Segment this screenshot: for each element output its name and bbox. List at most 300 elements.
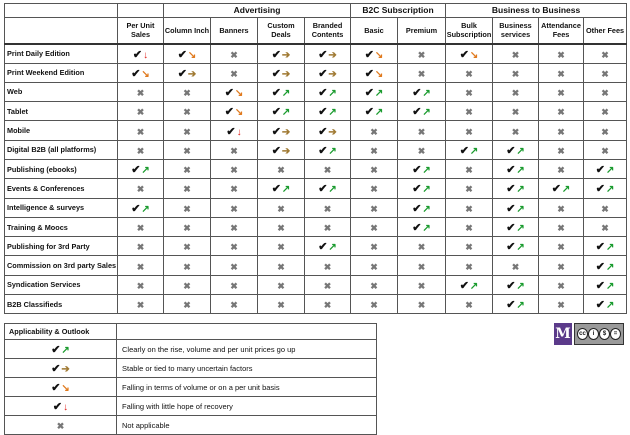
arrow-up-right-icon: ↗ xyxy=(516,145,525,157)
check-icon: ✔ xyxy=(271,144,281,157)
matrix-cell xyxy=(164,44,211,64)
arrow-up-right-icon: ↗ xyxy=(328,107,337,119)
matrix-cell xyxy=(351,198,398,217)
arrow-up-right-icon: ↗ xyxy=(374,107,384,119)
arrow-down-right-icon: ↘ xyxy=(374,68,384,80)
arrow-down-right-icon: ↘ xyxy=(469,49,479,61)
arrow-up-right-icon: ↗ xyxy=(281,87,291,99)
check-icon: ✔ xyxy=(271,106,281,119)
row-label: Publishing (ebooks) xyxy=(5,159,118,178)
matrix-cell xyxy=(305,140,351,159)
legend-table xyxy=(4,323,377,435)
matrix-cell xyxy=(584,121,627,140)
matrix-cell xyxy=(539,275,584,294)
matrix-cell xyxy=(164,63,211,82)
not-applicable-icon: ✖ xyxy=(601,145,609,156)
table-row xyxy=(5,275,627,294)
matrix-cell xyxy=(118,121,164,140)
matrix-cell xyxy=(398,44,446,64)
matrix-cell xyxy=(539,63,584,82)
matrix-cell xyxy=(398,217,446,236)
row-label: Publishing for 3rd Party xyxy=(5,237,118,256)
check-icon: ✔ xyxy=(318,48,328,61)
matrix-cell xyxy=(398,179,446,198)
matrix-cell xyxy=(118,82,164,101)
matrix-cell xyxy=(446,237,493,256)
check-icon: ✔ xyxy=(595,299,605,312)
not-applicable-icon: ✖ xyxy=(136,107,145,118)
arrow-up-right-icon: ↗ xyxy=(422,203,431,215)
nc-icon: $ xyxy=(599,328,610,340)
arrow-up-right-icon: ↗ xyxy=(281,184,291,196)
matrix-cell xyxy=(351,82,398,101)
column-header: Branded Contents xyxy=(305,18,351,44)
business-model-matrix xyxy=(4,3,627,314)
matrix-cell xyxy=(351,256,398,275)
arrow-up-right-icon: ↗ xyxy=(422,165,431,177)
not-applicable-icon: ✖ xyxy=(370,223,378,234)
check-icon: ✔ xyxy=(595,241,605,254)
matrix-cell xyxy=(539,159,584,178)
not-applicable-icon: ✖ xyxy=(183,184,191,195)
matrix-cell xyxy=(211,102,258,121)
legend-row xyxy=(5,340,377,359)
arrow-up-right-icon: ↗ xyxy=(141,165,150,177)
matrix-cell xyxy=(305,159,351,178)
check-icon: ✔ xyxy=(224,86,234,99)
arrow-up-right-icon: ↗ xyxy=(605,280,615,292)
group-b2b: Business to Business xyxy=(446,4,627,18)
matrix-cell xyxy=(258,102,305,121)
column-header: Banners xyxy=(211,18,258,44)
matrix-cell xyxy=(398,295,446,314)
not-applicable-icon: ✖ xyxy=(370,203,378,214)
arrow-up-right-icon: ↗ xyxy=(516,242,525,254)
legend-row xyxy=(5,397,377,416)
matrix-cell xyxy=(305,44,351,64)
matrix-cell xyxy=(351,217,398,236)
matrix-cell xyxy=(118,217,164,236)
matrix-cell xyxy=(446,63,493,82)
not-applicable-icon: ✖ xyxy=(465,126,473,137)
table-row xyxy=(5,63,627,82)
check-icon: ✔ xyxy=(131,67,141,80)
arrow-up-right-icon: ↗ xyxy=(422,87,431,99)
matrix-cell xyxy=(305,179,351,198)
check-icon: ✔ xyxy=(551,183,561,196)
not-applicable-icon: ✖ xyxy=(557,68,565,79)
column-header: Bulk Subscription xyxy=(446,18,493,44)
row-label: Web xyxy=(5,82,118,101)
legend-description: Clearly on the rise, volume and per unit prices go up xyxy=(117,340,377,359)
table-row xyxy=(5,102,627,121)
not-applicable-icon: ✖ xyxy=(465,165,473,176)
not-applicable-icon: ✖ xyxy=(277,242,285,253)
matrix-cell xyxy=(305,63,351,82)
matrix-cell xyxy=(258,237,305,256)
matrix-cell xyxy=(258,121,305,140)
not-applicable-icon: ✖ xyxy=(230,261,238,272)
not-applicable-icon: ✖ xyxy=(277,165,285,176)
check-icon: ✔ xyxy=(318,144,328,157)
matrix-cell xyxy=(164,102,211,121)
arrow-right-icon: ➔ xyxy=(281,49,291,61)
arrow-up-right-icon: ↗ xyxy=(605,300,615,312)
check-icon: ✔ xyxy=(506,202,516,215)
not-applicable-icon: ✖ xyxy=(323,165,332,176)
not-applicable-icon: ✖ xyxy=(417,126,426,137)
column-header: Other Fees xyxy=(584,18,627,44)
matrix-cell xyxy=(584,63,627,82)
not-applicable-icon: ✖ xyxy=(370,242,378,253)
check-icon: ✔ xyxy=(459,279,469,292)
arrow-up-right-icon: ↗ xyxy=(422,107,431,119)
not-applicable-icon: ✖ xyxy=(183,223,191,234)
not-applicable-icon: ✖ xyxy=(136,145,145,156)
matrix-cell xyxy=(584,198,627,217)
not-applicable-icon: ✖ xyxy=(417,280,426,291)
not-applicable-icon: ✖ xyxy=(230,184,238,195)
not-applicable-icon: ✖ xyxy=(465,107,473,118)
arrow-down-icon: ↓ xyxy=(143,49,149,61)
check-icon: ✔ xyxy=(318,183,328,196)
not-applicable-icon: ✖ xyxy=(511,126,520,137)
arrow-up-right-icon: ↗ xyxy=(516,184,525,196)
matrix-cell xyxy=(258,159,305,178)
not-applicable-icon: ✖ xyxy=(230,145,238,156)
matrix-cell xyxy=(351,237,398,256)
matrix-cell xyxy=(164,121,211,140)
matrix-cell xyxy=(164,82,211,101)
check-icon: ✔ xyxy=(224,106,234,119)
matrix-cell xyxy=(118,140,164,159)
license-badges xyxy=(554,323,624,345)
not-applicable-icon: ✖ xyxy=(465,184,473,195)
matrix-cell xyxy=(305,256,351,275)
group-empty xyxy=(118,4,164,18)
row-label-header xyxy=(5,18,118,44)
matrix-cell xyxy=(164,179,211,198)
arrow-down-right-icon: ↘ xyxy=(374,49,384,61)
not-applicable-icon: ✖ xyxy=(183,145,191,156)
not-applicable-icon: ✖ xyxy=(465,203,473,214)
not-applicable-icon: ✖ xyxy=(511,87,520,98)
matrix-cell xyxy=(539,217,584,236)
row-label: Events & Conferences xyxy=(5,179,118,198)
not-applicable-icon: ✖ xyxy=(277,300,285,311)
matrix-cell xyxy=(351,295,398,314)
matrix-cell xyxy=(398,82,446,101)
matrix-cell xyxy=(305,237,351,256)
column-header-row xyxy=(5,18,627,44)
not-applicable-icon: ✖ xyxy=(511,261,520,272)
matrix-cell xyxy=(211,237,258,256)
check-icon: ✔ xyxy=(131,164,141,177)
table-row xyxy=(5,140,627,159)
matrix-cell xyxy=(305,217,351,236)
matrix-cell xyxy=(305,198,351,217)
not-applicable-icon: ✖ xyxy=(465,87,473,98)
not-applicable-icon: ✖ xyxy=(370,165,378,176)
check-icon: ✔ xyxy=(51,382,61,394)
check-icon: ✔ xyxy=(595,279,605,292)
matrix-cell xyxy=(584,82,627,101)
not-applicable-icon: ✖ xyxy=(183,126,191,137)
matrix-cell xyxy=(398,140,446,159)
table-row xyxy=(5,256,627,275)
not-applicable-icon: ✖ xyxy=(323,280,332,291)
matrix-cell xyxy=(493,295,539,314)
matrix-cell xyxy=(493,159,539,178)
arrow-down-icon: ↓ xyxy=(236,126,242,138)
not-applicable-icon: ✖ xyxy=(183,87,191,98)
arrow-up-right-icon: ↗ xyxy=(516,300,525,312)
matrix-cell xyxy=(398,159,446,178)
matrix-cell xyxy=(446,121,493,140)
matrix-cell xyxy=(351,159,398,178)
matrix-cell xyxy=(211,82,258,101)
check-icon: ✔ xyxy=(412,106,422,119)
matrix-cell xyxy=(351,63,398,82)
not-applicable-icon: ✖ xyxy=(370,300,378,311)
not-applicable-icon: ✖ xyxy=(511,68,520,79)
matrix-cell xyxy=(493,237,539,256)
matrix-cell xyxy=(539,44,584,64)
arrow-up-right-icon: ↗ xyxy=(561,184,571,196)
arrow-down-icon: ↓ xyxy=(63,402,69,413)
check-icon: ✔ xyxy=(506,279,516,292)
legend-row xyxy=(5,378,377,397)
matrix-cell xyxy=(211,256,258,275)
arrow-up-right-icon: ↗ xyxy=(516,165,525,177)
not-applicable-icon: ✖ xyxy=(323,223,332,234)
not-applicable-icon: ✖ xyxy=(277,261,285,272)
not-applicable-icon: ✖ xyxy=(417,242,426,253)
check-icon: ✔ xyxy=(506,183,516,196)
matrix-cell xyxy=(539,82,584,101)
row-label: Print Weekend Edition xyxy=(5,63,118,82)
matrix-cell xyxy=(446,295,493,314)
check-icon: ✔ xyxy=(459,144,469,157)
check-icon: ✔ xyxy=(506,164,516,177)
not-applicable-icon: ✖ xyxy=(465,68,473,79)
corner-cell xyxy=(5,4,118,18)
check-icon: ✔ xyxy=(271,86,281,99)
column-header: Basic xyxy=(351,18,398,44)
table-row xyxy=(5,179,627,198)
row-label: Mobile xyxy=(5,121,118,140)
legend-description: Not applicable xyxy=(117,416,377,435)
matrix-cell xyxy=(164,140,211,159)
matrix-cell xyxy=(211,140,258,159)
matrix-cell xyxy=(398,275,446,294)
matrix-cell xyxy=(493,82,539,101)
not-applicable-icon: ✖ xyxy=(557,280,565,291)
not-applicable-icon: ✖ xyxy=(277,280,285,291)
matrix-cell xyxy=(584,102,627,121)
matrix-cell xyxy=(446,256,493,275)
arrow-up-right-icon: ↗ xyxy=(516,280,525,292)
matrix-cell xyxy=(258,295,305,314)
not-applicable-icon: ✖ xyxy=(136,223,145,234)
matrix-cell xyxy=(258,275,305,294)
matrix-cell xyxy=(446,82,493,101)
matrix-cell xyxy=(258,44,305,64)
not-applicable-icon: ✖ xyxy=(183,280,191,291)
not-applicable-icon: ✖ xyxy=(136,184,145,195)
matrix-cell xyxy=(258,256,305,275)
matrix-cell xyxy=(584,275,627,294)
matrix-cell xyxy=(446,102,493,121)
check-icon: ✔ xyxy=(595,183,605,196)
matrix-cell xyxy=(164,237,211,256)
check-icon: ✔ xyxy=(177,67,187,80)
check-icon: ✔ xyxy=(51,363,61,375)
matrix-cell xyxy=(584,44,627,64)
legend-symbol xyxy=(5,378,117,397)
arrow-right-icon: ➔ xyxy=(328,49,337,61)
matrix-cell xyxy=(446,179,493,198)
matrix-cell xyxy=(164,256,211,275)
arrow-up-right-icon: ↗ xyxy=(328,242,337,254)
table-row xyxy=(5,44,627,64)
legend-title-spacer xyxy=(117,324,377,340)
matrix-cell xyxy=(351,44,398,64)
legend-symbol xyxy=(5,416,117,435)
matrix-cell xyxy=(305,121,351,140)
matrix-cell xyxy=(584,295,627,314)
check-icon: ✔ xyxy=(177,48,187,61)
matrix-cell xyxy=(258,140,305,159)
not-applicable-icon: ✖ xyxy=(183,107,191,118)
matrix-cell xyxy=(493,179,539,198)
matrix-cell xyxy=(351,102,398,121)
not-applicable-icon: ✖ xyxy=(465,261,473,272)
arrow-up-right-icon: ↗ xyxy=(374,87,384,99)
matrix-cell xyxy=(493,256,539,275)
not-applicable-icon: ✖ xyxy=(136,300,145,311)
not-applicable-icon: ✖ xyxy=(417,145,426,156)
matrix-cell xyxy=(118,295,164,314)
matrix-cell xyxy=(446,44,493,64)
not-applicable-icon: ✖ xyxy=(557,107,565,118)
not-applicable-icon: ✖ xyxy=(601,203,609,214)
matrix-cell xyxy=(118,275,164,294)
not-applicable-icon: ✖ xyxy=(183,165,191,176)
row-label: Training & Moocs xyxy=(5,217,118,236)
not-applicable-icon: ✖ xyxy=(557,261,565,272)
matrix-cell xyxy=(211,63,258,82)
matrix-cell xyxy=(118,256,164,275)
arrow-up-right-icon: ↗ xyxy=(605,184,615,196)
matrix-cell xyxy=(258,179,305,198)
table-row xyxy=(5,295,627,314)
matrix-cell xyxy=(446,140,493,159)
legend-symbol xyxy=(5,340,117,359)
not-applicable-icon: ✖ xyxy=(417,49,426,60)
matrix-cell xyxy=(493,102,539,121)
not-applicable-icon: ✖ xyxy=(557,165,565,176)
column-header: Attendance Fees xyxy=(539,18,584,44)
matrix-cell xyxy=(118,63,164,82)
matrix-cell xyxy=(539,140,584,159)
matrix-cell xyxy=(211,275,258,294)
not-applicable-icon: ✖ xyxy=(323,300,332,311)
arrow-up-right-icon: ↗ xyxy=(469,145,479,157)
matrix-cell xyxy=(258,82,305,101)
matrix-cell xyxy=(351,140,398,159)
row-label: Digital B2B (all platforms) xyxy=(5,140,118,159)
matrix-cell xyxy=(446,275,493,294)
arrow-down-right-icon: ↘ xyxy=(141,68,150,80)
matrix-cell xyxy=(118,179,164,198)
legend-symbol xyxy=(5,397,117,416)
matrix-cell xyxy=(539,121,584,140)
not-applicable-icon: ✖ xyxy=(557,242,565,253)
row-label: Intelligence & surveys xyxy=(5,198,118,217)
matrix-cell xyxy=(164,295,211,314)
table-row xyxy=(5,217,627,236)
matrix-cell xyxy=(258,198,305,217)
check-icon: ✔ xyxy=(459,48,469,61)
check-icon: ✔ xyxy=(271,67,281,80)
not-applicable-icon: ✖ xyxy=(136,242,145,253)
matrix-cell xyxy=(351,275,398,294)
check-icon: ✔ xyxy=(271,48,281,61)
not-applicable-icon: ✖ xyxy=(601,126,609,137)
not-applicable-icon: ✖ xyxy=(557,87,565,98)
row-label: B2B Classifieds xyxy=(5,295,118,314)
check-icon: ✔ xyxy=(506,222,516,235)
matrix-cell xyxy=(118,102,164,121)
creative-commons-icon xyxy=(574,323,624,345)
check-icon: ✔ xyxy=(364,86,374,99)
matrix-cell xyxy=(351,179,398,198)
arrow-down-right-icon: ↘ xyxy=(234,87,244,99)
check-icon: ✔ xyxy=(318,106,328,119)
arrow-down-right-icon: ↘ xyxy=(234,107,244,119)
check-icon: ✔ xyxy=(595,260,605,273)
matrix-cell xyxy=(118,237,164,256)
check-icon: ✔ xyxy=(52,401,63,413)
not-applicable-icon: ✖ xyxy=(601,87,609,98)
column-header: Per Unit Sales xyxy=(118,18,164,44)
column-header: Premium xyxy=(398,18,446,44)
check-icon: ✔ xyxy=(271,125,281,138)
row-label: Tablet xyxy=(5,102,118,121)
matrix-cell xyxy=(211,217,258,236)
table-row xyxy=(5,82,627,101)
matrix-cell xyxy=(493,275,539,294)
matrix-cell xyxy=(164,217,211,236)
arrow-up-right-icon: ↗ xyxy=(469,280,479,292)
check-icon: ✔ xyxy=(412,86,422,99)
legend-description: Falling in terms of volume or on a per unit basis xyxy=(117,378,377,397)
not-applicable-icon: ✖ xyxy=(370,184,378,195)
matrix-cell xyxy=(398,102,446,121)
matrix-cell xyxy=(398,237,446,256)
cc-icon: cc xyxy=(577,328,588,340)
matrix-cell xyxy=(211,295,258,314)
arrow-right-icon: ➔ xyxy=(187,68,197,80)
arrow-right-icon: ➔ xyxy=(281,126,291,138)
not-applicable-icon: ✖ xyxy=(323,261,332,272)
check-icon: ✔ xyxy=(364,106,374,119)
group-b2c: B2C Subscription xyxy=(351,4,446,18)
check-icon: ✔ xyxy=(51,344,61,356)
not-applicable-icon: ✖ xyxy=(230,49,238,60)
matrix-cell xyxy=(398,63,446,82)
